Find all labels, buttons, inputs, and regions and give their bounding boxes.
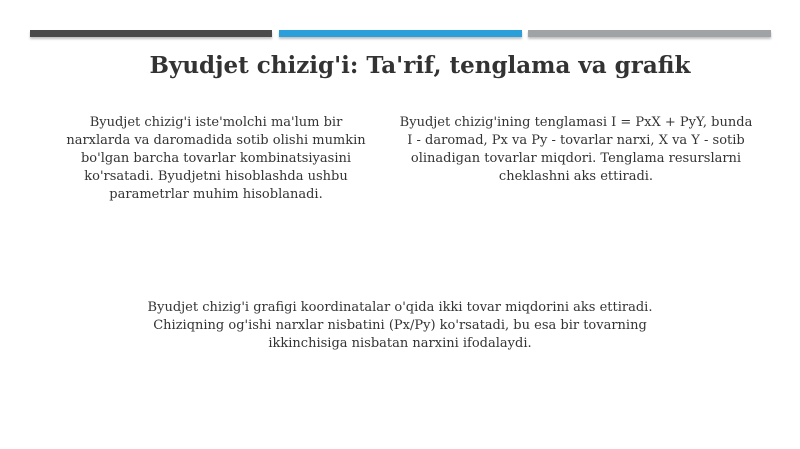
accent-bar-blue xyxy=(279,30,522,37)
slide-title: Byudjet chizig'i: Ta'rif, tenglama va grafik xyxy=(149,52,691,79)
graph-paragraph: Byudjet chizig'i grafigi koordinatalar o'qida ikki tovar miqdorini aks ettiradi. Chiziqning og'ishi narxlar nisbatini (Px/Py) ko'rsatadi, bu esa bir tovarning ikkinchisiga nisbatan narxini ifodalaydi. xyxy=(147,300,653,351)
accent-bar-gray xyxy=(528,30,771,37)
equation-paragraph: Byudjet chizig'ining tenglamasi I = PxX + PyY, bunda I - daromad, Px va Py - tovarlar narxi, X va Y - sotib olinadigan tovarlar miqdori. Tenglama resurslarni cheklashni aks ettiradi. xyxy=(399,115,753,184)
accent-bar-dark xyxy=(30,30,272,37)
definition-paragraph: Byudjet chizig'i iste'molchi ma'lum bir narxlarda va daromadida sotib olishi mumkin bo'lgan barcha tovarlar kombinatsiyasini ko'rsatadi. Byudjetni hisoblashda ushbu parametrlar muhim hisoblanadi. xyxy=(66,115,366,202)
